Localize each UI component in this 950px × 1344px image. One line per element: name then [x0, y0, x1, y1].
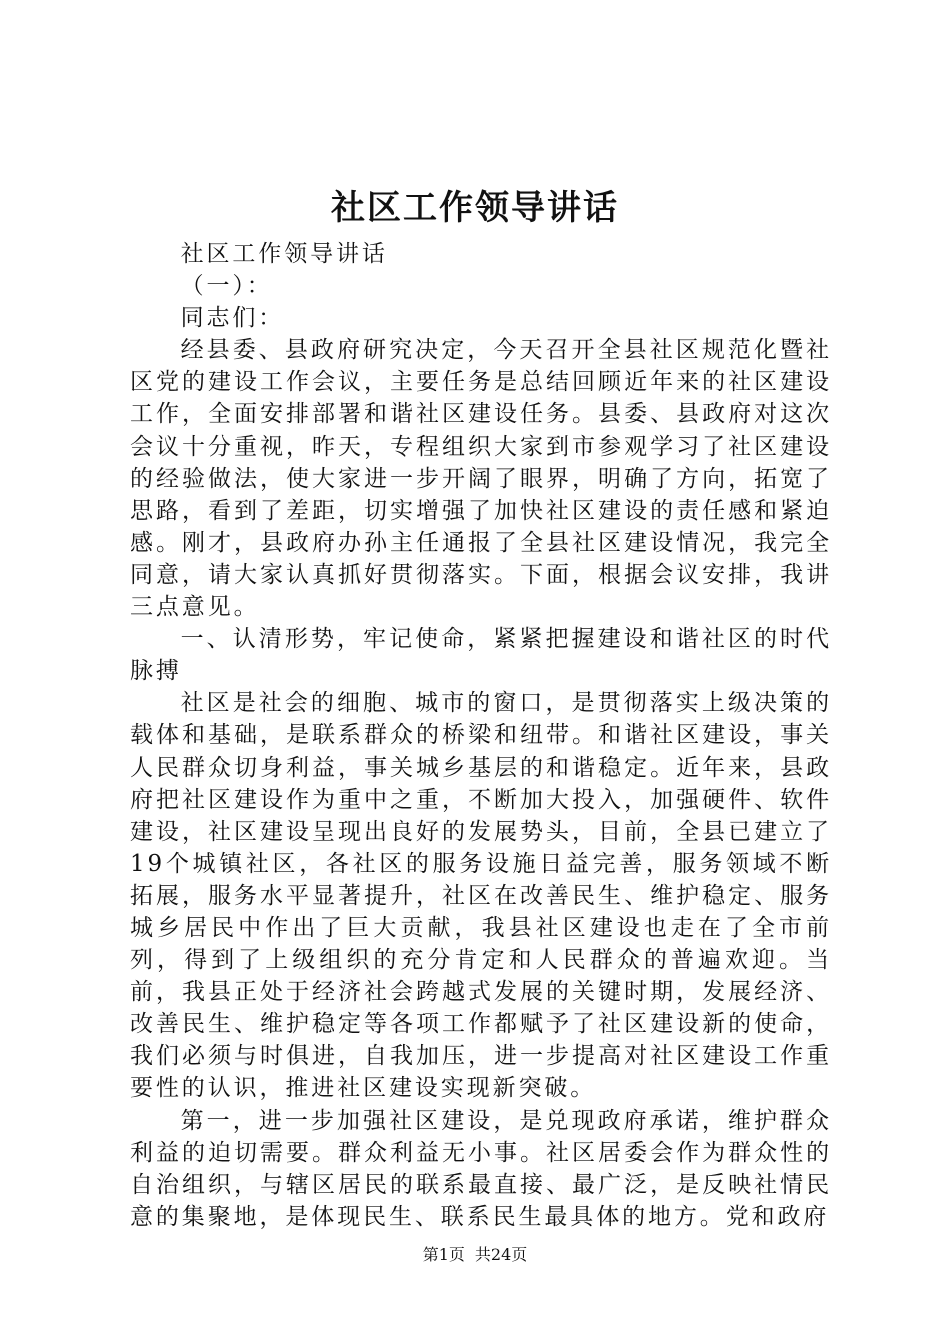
paragraph-section-number: （一）：: [180, 273, 273, 300]
document-body: [130, 238, 832, 1233]
page-number: 第1页: [422, 1245, 465, 1264]
document-title: 社区工作领导讲话: [331, 188, 619, 228]
paragraph-subtitle: 社区工作领导讲话: [180, 241, 388, 267]
paragraph-salutation: 同志们：: [180, 305, 285, 332]
paragraph-point-first: 第一，进一步加强社区建设，是兑现政府承诺，维护群众利益的迫切需要。群众利益无小事。社区居委会作为群众性的自治组织，与辖区居民的联系最直接、最广泛，是反映社情民意的集聚地，是体现民生、联系民生最具体的地方。党和政府: [130, 1107, 832, 1230]
paragraph-intro: 经县委、县政府研究决定，今天召开全县社区规范化暨社区党的建设工作会议，主要任务是总结回顾近年来的社区建设工作，全面安排部署和谐社区建设任务。县委、县政府对这次会议十分重视，昨天，专程组织大家到市参观学习了社区建设的经验做法，使大家进一步开阔了眼界，明确了方向，拓宽了思路，看到了差距，切实增强了加快社区建设的责任感和紧迫感。刚才，县政府办孙主任通报了全县社区建设情况，我完全同意，请大家认真抓好贯彻落实。下面，根据会议安排，我讲三点意见。: [130, 337, 832, 621]
page-footer: [0, 1243, 950, 1267]
paragraph-community-role: 社区是社会的细胞、城市的窗口，是贯彻落实上级决策的载体和基础，是联系群众的桥梁和纽带。和谐社区建设，事关人民群众切身利益，事关城乡基层的和谐稳定。近年来，县政府把社区建设作为重中之重，不断加大投入，加强硬件、软件建设，社区建设呈现出良好的发展势头，目前，全县已建立了19个城镇社区，各社区的服务设施日益完善，服务领域不断拓展，服务水平显著提升，社区在改善民生、维护稳定、服务城乡居民中作出了巨大贡献，我县社区建设也走在了全市前列，得到了上级组织的充分肯定和人民群众的普遍欢迎。当前，我县正处于经济社会跨越式发展的关键时期，发展经济、改善民生、维护稳定等各项工作都赋予了社区建设新的使命，我们必须与时俱进，自我加压，进一步提高对社区建设工作重要性的认识，推进社区建设实现新突破。: [130, 690, 832, 1102]
page-total: 共24页: [474, 1245, 528, 1264]
paragraph-heading-one: 一、认清形势，牢记使命，紧紧把握建设和谐社区的时代脉搏: [130, 626, 832, 685]
